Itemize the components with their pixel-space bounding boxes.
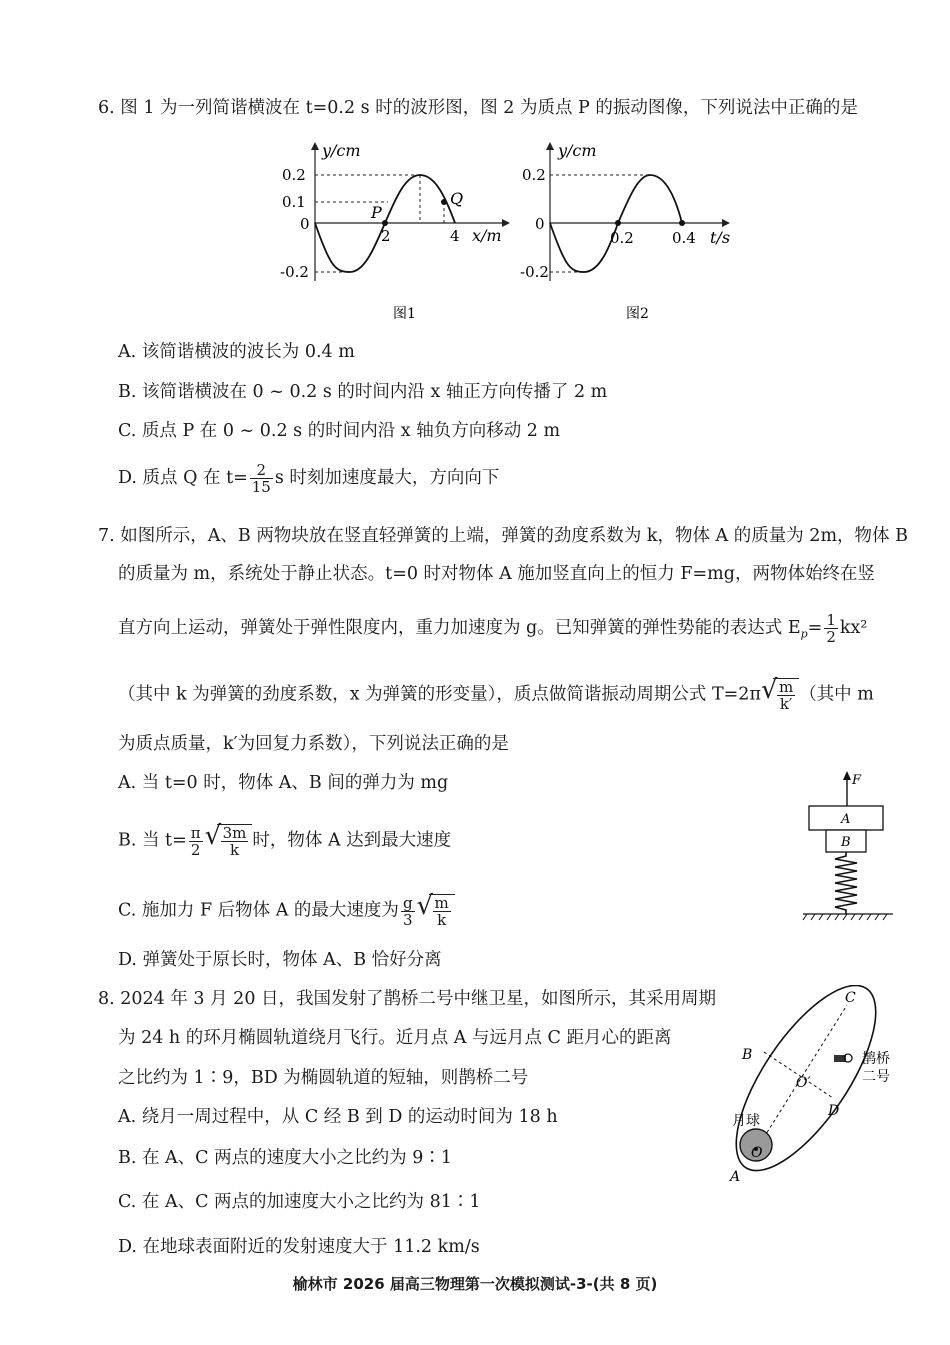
q8-orbit-figure: [718, 985, 910, 1185]
satellite-icon: [834, 1054, 852, 1062]
label-Q: Q: [450, 189, 464, 208]
page-footer: 榆林市 2026 届高三物理第一次模拟测试-3-(共 8 页): [292, 1275, 658, 1293]
fig1-xtick: 2: [381, 227, 391, 245]
q8-option-b[interactable]: B. 在 A、C 两点的速度大小之比约为 9∶1: [118, 1148, 452, 1168]
fig2-ylabel: y/cm: [558, 141, 597, 160]
q6-option-d[interactable]: [118, 462, 499, 495]
force-F: F: [852, 773, 862, 788]
fig2-xtick: 0.4: [672, 229, 696, 247]
fig2-ytick: 0.2: [522, 166, 546, 184]
point-P: [382, 220, 388, 226]
q7-spring-figure: [795, 768, 905, 928]
q7-line-5: 为质点质量，k′为回复力系数），下列说法正确的是: [118, 734, 509, 754]
q6-figure-2: [520, 136, 740, 328]
q6-stem: 6. 图 1 为一列简谐横波在 t=0.2 s 时的波形图，图 2 为质点 P 的振动图像，下列说法中正确的是: [98, 98, 858, 118]
q7-option-a[interactable]: A. 当 t=0 时，物体 A、B 间的弹力为 mg: [118, 773, 449, 793]
point-Q: [441, 199, 447, 205]
q7-line-2: 的质量为 m，系统处于静止状态。t=0 时对物体 A 施加竖直向上的恒力 F=mg，两物体始终在竖: [118, 564, 875, 584]
q7-option-c[interactable]: C. 施加力 F 后物体 A 的最大速度为 $\frac{g}{3}$ √ $\frac{m}{k}$: [118, 894, 455, 928]
q7-option-d[interactable]: D. 弹簧处于原长时，物体 A、B 恰好分离: [118, 950, 442, 970]
q8-option-d[interactable]: D. 在地球表面附近的发射速度大于 11.2 km/s: [118, 1237, 480, 1257]
q8-line-3: 之比约为 1∶9，BD 为椭圆轨道的短轴，则鹊桥二号: [118, 1068, 529, 1088]
q8-option-c[interactable]: C. 在 A、C 两点的加速度大小之比约为 81∶1: [118, 1192, 481, 1212]
point-D-label: D: [828, 1103, 840, 1119]
point-B-label: B: [742, 1047, 753, 1063]
block-A-label: A: [841, 812, 851, 827]
point-C-label: C: [845, 990, 856, 1006]
satellite-label-1: 鹊桥: [862, 1051, 890, 1067]
q8-line-1: 8. 2024 年 3 月 20 日，我国发射了鹊桥二号中继卫星，如图所示，其采用周期: [98, 989, 717, 1009]
q7-option-b[interactable]: B. 当 t= $\frac{\pi}{2}$ √ $\frac{3m}{k}$ 时，物体 A 达到最大速度: [118, 824, 451, 858]
fig1-caption: 图1: [393, 306, 416, 322]
fig2-caption: 图2: [626, 306, 649, 322]
fig1-ylabel: y/cm: [322, 141, 361, 160]
spring: [835, 852, 857, 914]
fig2-ytick: 0: [535, 215, 545, 233]
fig2-xtick: 0.2: [610, 229, 634, 247]
q7-line-1: 7. 如图所示，A、B 两物块放在竖直轻弹簧的上端，弹簧的劲度系数为 k，物体 A 的质量为 2m，物体 B: [98, 526, 908, 546]
fraction: $\frac{2}{15}$: [251, 461, 271, 496]
q7-line-3: 直方向上运动，弹簧处于弹性限度内，重力加速度为 g。已知弹簧的弹性势能的表达式 $E_p=$ $\frac{1}{2}$ kx²: [118, 611, 868, 646]
block-B-label: B: [841, 835, 851, 850]
fig1-ytick: 0.2: [282, 166, 306, 184]
fig2-xlabel: t/s: [710, 228, 731, 247]
fig2-ytick: -0.2: [520, 263, 549, 281]
point-A-label: A: [730, 1169, 741, 1185]
q6-option-d-pre: D. 质点 Q 在 t=: [118, 468, 248, 488]
satellite-label-2: 二号: [862, 1069, 890, 1085]
fig1-xlabel: x/m: [472, 226, 502, 245]
q8-option-a[interactable]: A. 绕月一周过程中，从 C 经 B 到 D 的运动时间为 18 h: [118, 1107, 558, 1127]
q6-option-c[interactable]: C. 质点 P 在 0 ~ 0.2 s 的时间内沿 x 轴负方向移动 2 m: [118, 421, 561, 441]
fig1-ytick: 0.1: [282, 193, 306, 211]
fig1-ytick: 0: [300, 215, 310, 233]
q7-line-4: （其中 k 为弹簧的劲度系数，x 为弹簧的形变量），质点做简谐振动周期公式 T=2π √ $\frac{m}{k'}$ （其中 m: [118, 678, 874, 712]
q8-line-2: 为 24 h 的环月椭圆轨道绕月飞行。近月点 A 与远月点 C 距月心的距离: [118, 1028, 672, 1048]
q6-option-a[interactable]: A. 该简谐横波的波长为 0.4 m: [118, 342, 355, 362]
orbit-center-label: O′: [796, 1075, 811, 1091]
label-P: P: [371, 203, 382, 222]
moon-label: 月球: [732, 1113, 760, 1129]
q6-option-b[interactable]: B. 该简谐横波在 0 ~ 0.2 s 的时间内沿 x 轴正方向传播了 2 m: [118, 382, 608, 402]
moon-center-label: O: [751, 1145, 763, 1161]
fig1-xtick: 4: [450, 227, 460, 245]
q6-option-d-post: s 时刻加速度最大，方向向下: [274, 468, 500, 488]
q6-figure-1: [280, 136, 520, 328]
fig1-ytick: -0.2: [280, 263, 309, 281]
